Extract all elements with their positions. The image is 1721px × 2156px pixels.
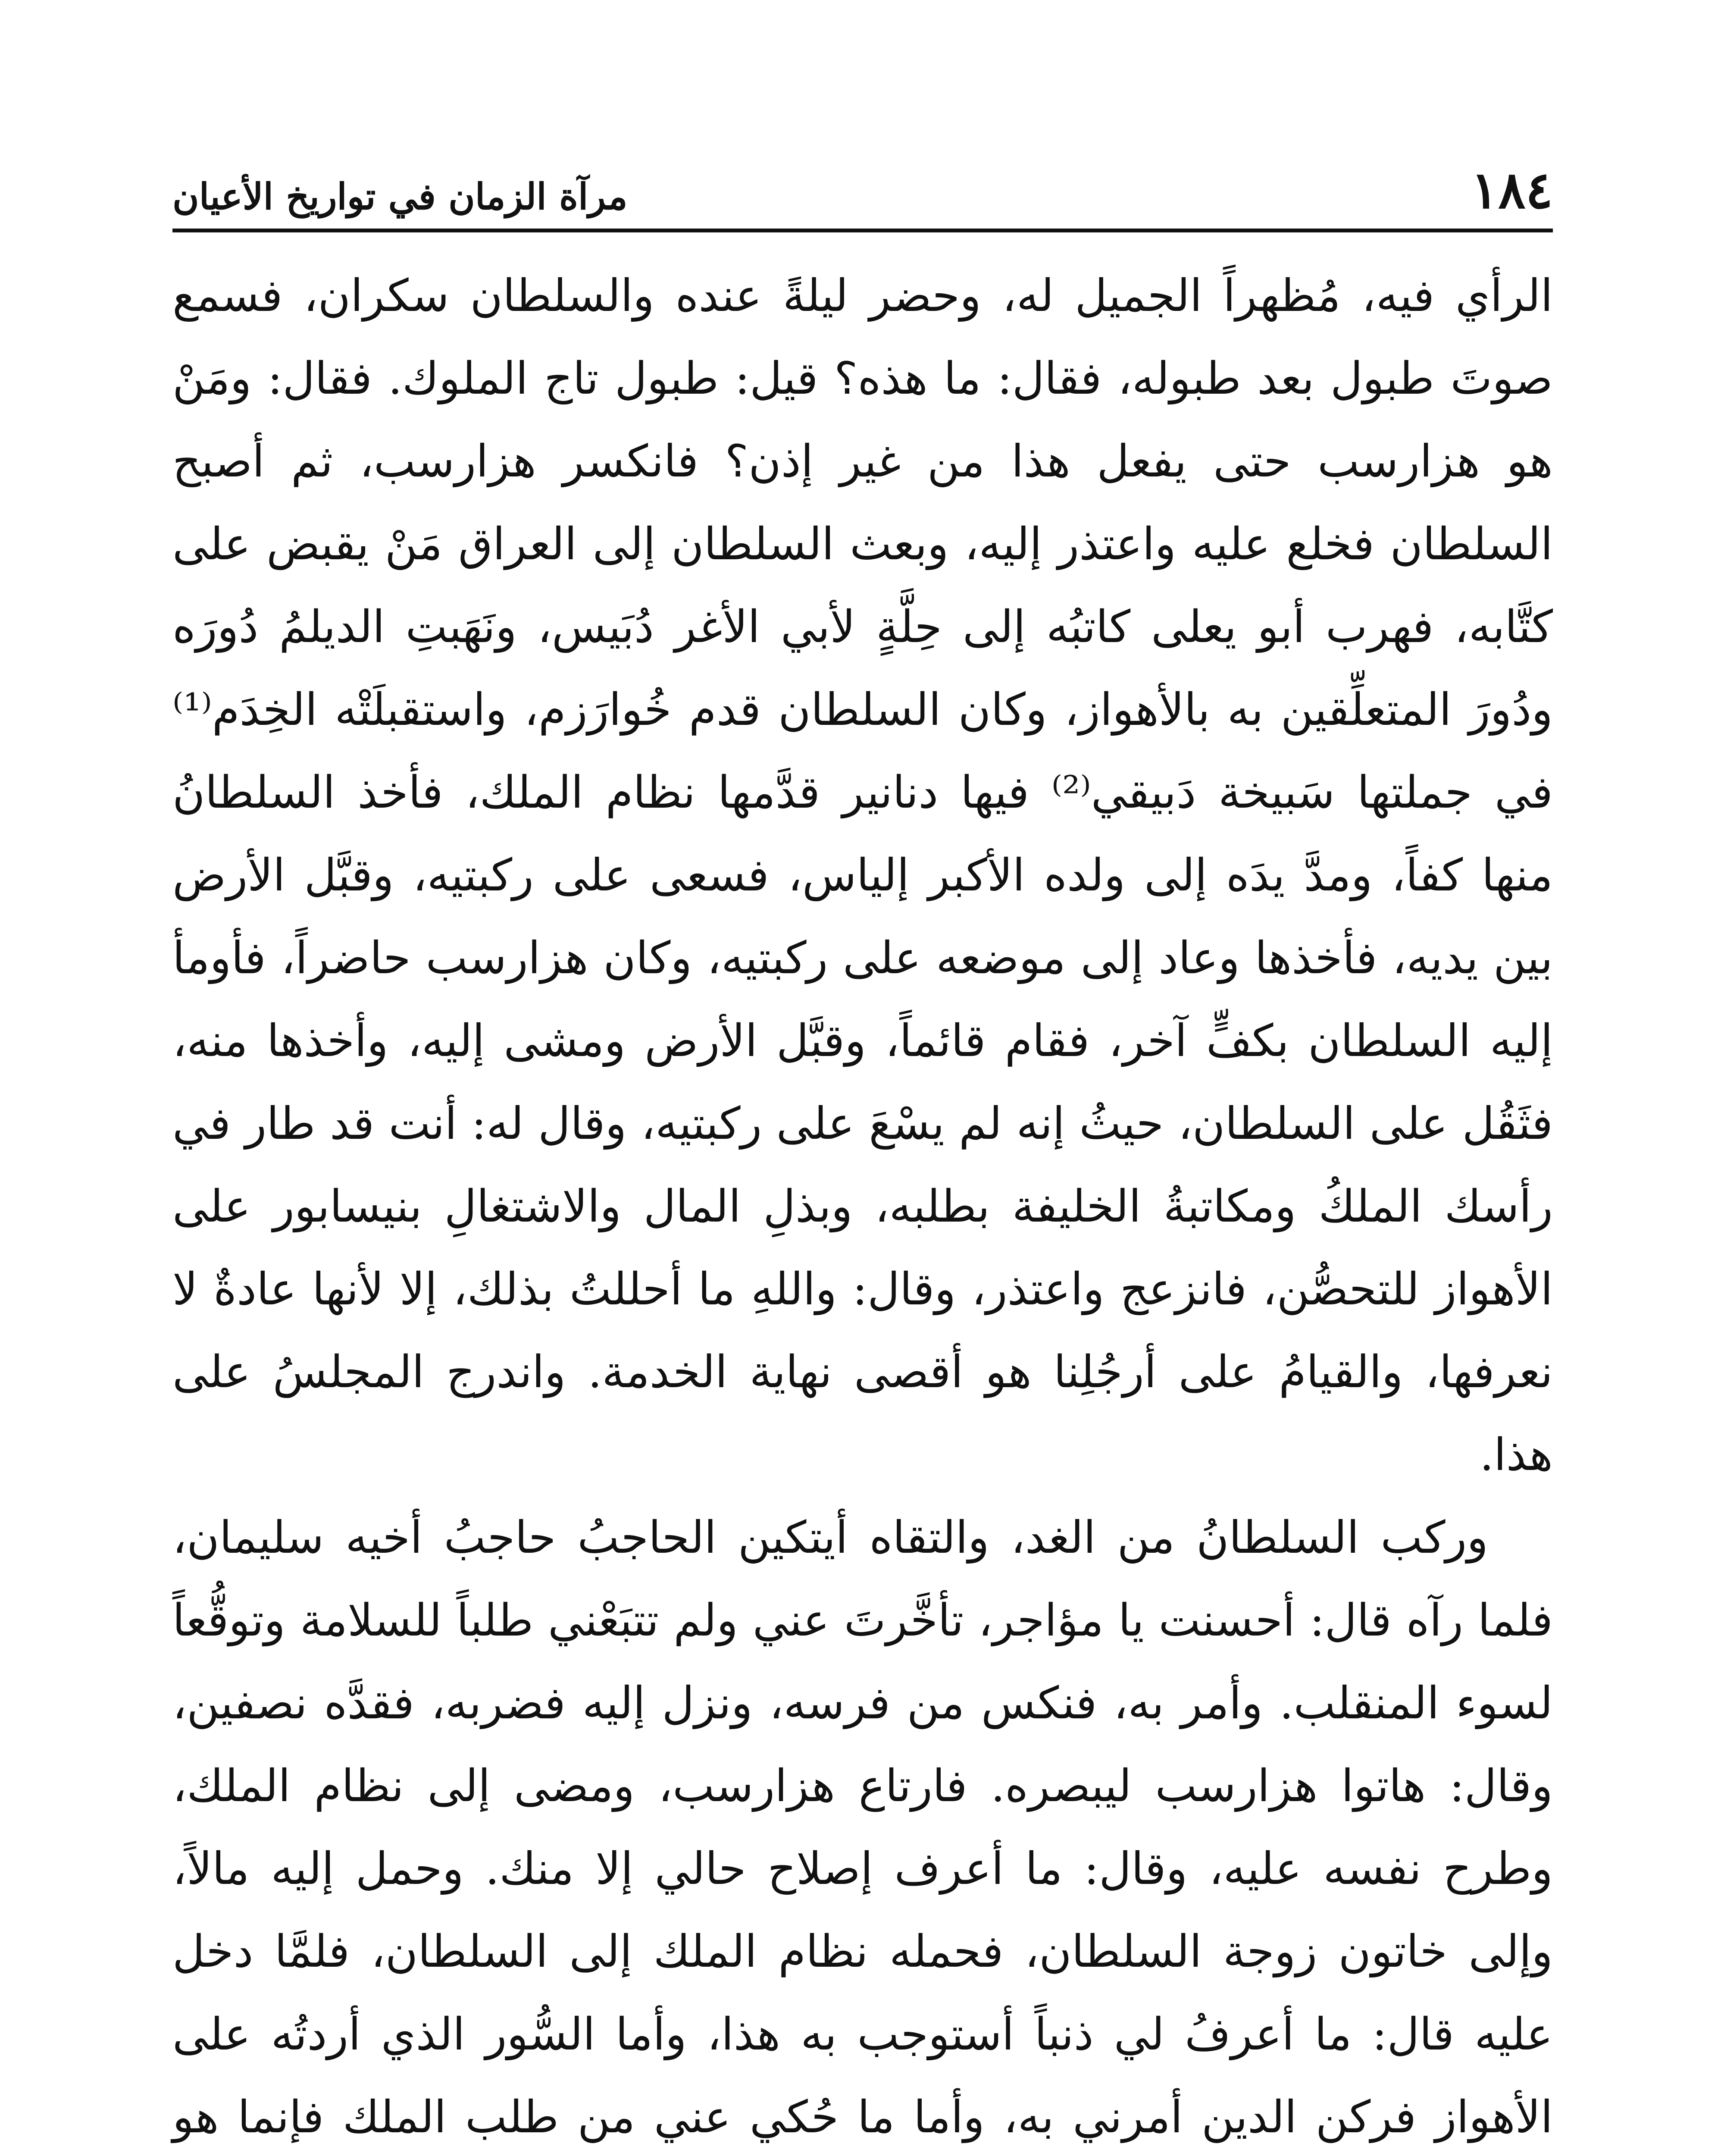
page-number: ١٨٤ — [1471, 160, 1553, 220]
header-divider — [172, 229, 1553, 232]
book-title: مرآة الزمان في تواريخ الأعيان — [172, 175, 628, 218]
running-header — [172, 155, 1553, 224]
paragraph: وركب السلطانُ من الغد، والتقاه أيتكين الحاجبُ حاجبُ أخيه سليمان، فلما رآه قال: أحسنت يا مؤاجر، تأخَّرتَ عني ولم تتبَعْني طلباً للسلامة وتوقُّعاً لسوء المنقلب. وأمر به، فنكس من فرسه، ونزل إليه فضربه، فقدَّه نصفين، وقال: هاتوا هزارسب ليبصره. فارتاع هزارسب، ومضى إلى نظام الملك، وطرح نفسه عليه، وقال: ما أعرف إصلاح حالي إلا منك. وحمل إليه مالاً، وإلى خاتون زوجة السلطان، فحمله نظام الملك إلى السلطان، فلمَّا دخل عليه قال: ما أعرفُ لي ذنباً أستوجب به هذا، وأما السُّور الذي أردتُه على الأهواز فركن الدين أمرني به، وأما ما حُكي عني من طلب الملك فإنما هو — [172, 1512, 1553, 2143]
paragraph: الرأي فيه، مُظهراً الجميل له، وحضر ليلةً عنده والسلطان سكران، فسمع صوتَ طبول بعد طبوله، فقال: ما هذه؟ قيل: طبول تاج الملوك. فقال: ومَنْ هو هزارسب حتى يفعل هذا من غير إذن؟ فانكسر هزارسب، ثم أصبح السلطان فخلع عليه واعتذر إليه، وبعث السلطان إلى العراق مَنْ يقبض على كتَّابه، فهرب أبو يعلى كاتبُه إلى حِلَّةٍ لأبي الأغر دُبَيس، ونَهَبتِ الديلمُ دُورَه ودُورَ المتعلِّقين به بالأهواز، وكان السلطان قدم خُوارَزم، واستقبلَتْه الخِدَم⁽¹⁾ في جملتها سَبيخة دَبيقي⁽²⁾ فيها دنانير قدَّمها نظام الملك، فأخذ السلطانُ منها كفاً، ومدَّ يدَه إلى ولده الأكبر إلياس، فسعى على ركبتيه، وقبَّل الأرض بين يديه، فأخذها وعاد إلى موضعه على ركبتيه، وكان هزارسب حاضراً، فأومأ إليه السلطان بكفٍّ آخر، فقام قائماً، وقبَّل الأرض ومشى إليه، وأخذها منه، فثَقُل على السلطان، حيثُ إنه لم يسْعَ على ركبتيه، وقال له: أنت قد طار في رأسك الملكُ ومكاتبةُ الخليفة بطلبه، وبذلِ المال والاشتغالِ بنيسابور على الأهواز للتحصُّن، فانزعج واعتذر، وقال: واللهِ ما أحللتُ بذلك، إلا لأنها عادةٌ لا نعرفها، والقيامُ على أرجُلِنا هو أقصى نهاية الخدمة. واندرج المجلسُ على هذا. — [172, 270, 1553, 1481]
main-text — [172, 254, 1553, 2156]
